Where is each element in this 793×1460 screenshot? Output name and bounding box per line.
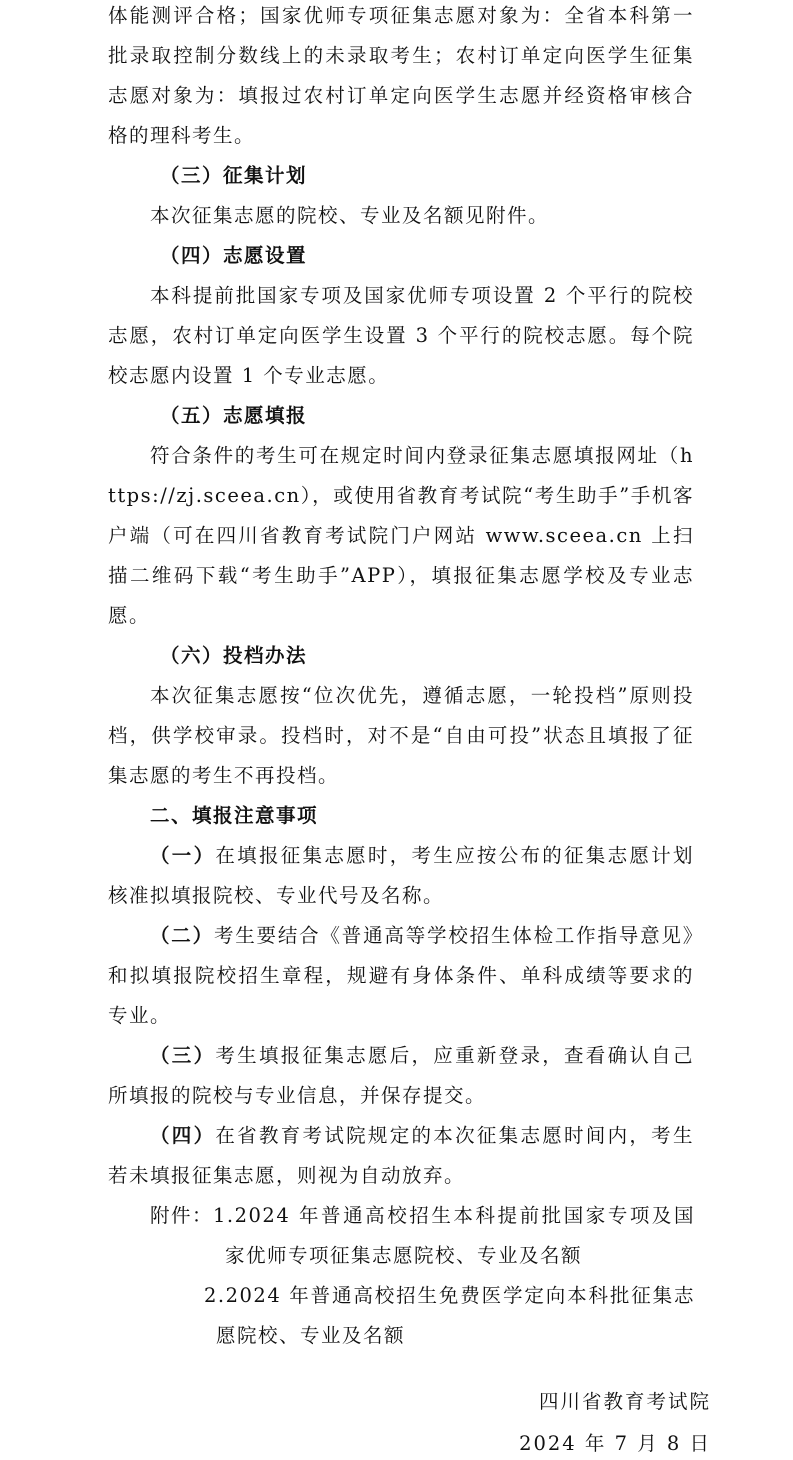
note-lead-3: （三） <box>150 1044 216 1067</box>
attachments <box>150 1196 695 1356</box>
attachment-row-1 <box>150 1196 695 1276</box>
note-item-2 <box>108 916 694 1036</box>
paragraph-admission: 本次征集志愿按“位次优先，遵循志愿，一轮投档”原则投档，供学校审录。投档时，对不是“自由可投”状态且填报了征集志愿的考生不再投档。 <box>108 684 694 787</box>
document-body <box>108 0 694 1196</box>
note-lead-4: （四） <box>150 1124 216 1147</box>
signature-org: 四川省教育考试院 <box>538 1390 711 1413</box>
heading-plan: （三）征集计划 <box>160 164 308 187</box>
heading-admission: （六）投档办法 <box>160 644 308 667</box>
paragraph-filling: 符合条件的考生可在规定时间内登录征集志愿填报网址（https://zj.sceea.cn），或使用省教育考试院“考生助手”手机客户端（可在四川省教育考试院门户网站 www.sceea.cn 上扫描二维码下载“考生助手”APP），填报征集志愿学校及专业志愿。 <box>108 444 694 627</box>
note-text-4: 在省教育考试院规定的本次征集志愿时间内，考生若未填报征集志愿，则视为自动放弃。 <box>108 1124 694 1187</box>
paragraph-setup: 本科提前批国家专项及国家优师专项设置 2 个平行的院校志愿，农村订单定向医学生设置 3 个平行的院校志愿。每个院校志愿内设置 1 个专业志愿。 <box>108 284 694 387</box>
paragraph-eligibility: 体能测评合格；国家优师专项征集志愿对象为：全省本科第一批录取控制分数线上的未录取考生；农村订单定向医学生征集志愿对象为：填报过农村订单定向医学生志愿并经资格审核合格的理科考生。 <box>108 4 694 147</box>
note-text-3: 考生填报征集志愿后，应重新登录，查看确认自己所填报的院校与专业信息，并保存提交。 <box>108 1044 694 1107</box>
note-lead-1: （一） <box>150 844 216 867</box>
signature-date: 2024 年 7 月 8 日 <box>519 1432 711 1455</box>
note-item-3 <box>108 1036 694 1116</box>
paragraph-plan: 本次征集志愿的院校、专业及名额见附件。 <box>150 204 550 227</box>
heading-filling: （五）志愿填报 <box>160 404 308 427</box>
heading-setup: （四）志愿设置 <box>160 244 308 267</box>
note-text-1: 在填报征集志愿时，考生应按公布的征集志愿计划核准拟填报院校、专业代号及名称。 <box>108 844 694 907</box>
note-item-1 <box>108 836 694 916</box>
attachment-item-2: 2.2024 年普通高校招生免费医学定向本科批征集志愿院校、专业及名额 <box>204 1284 695 1347</box>
note-lead-2: （二） <box>150 924 214 947</box>
note-text-2: 考生要结合《普通高等学校招生体检工作指导意见》和拟填报院校招生章程，规避有身体条件、单科成绩等要求的专业。 <box>108 924 694 1027</box>
attachment-item-1: 1.2024 年普通高校招生本科提前批国家专项及国家优师专项征集志愿院校、专业及名额 <box>213 1204 695 1267</box>
attachment-label: 附件： <box>150 1204 214 1227</box>
section-notes-title: 二、填报注意事项 <box>150 804 319 827</box>
note-item-4 <box>108 1116 694 1196</box>
